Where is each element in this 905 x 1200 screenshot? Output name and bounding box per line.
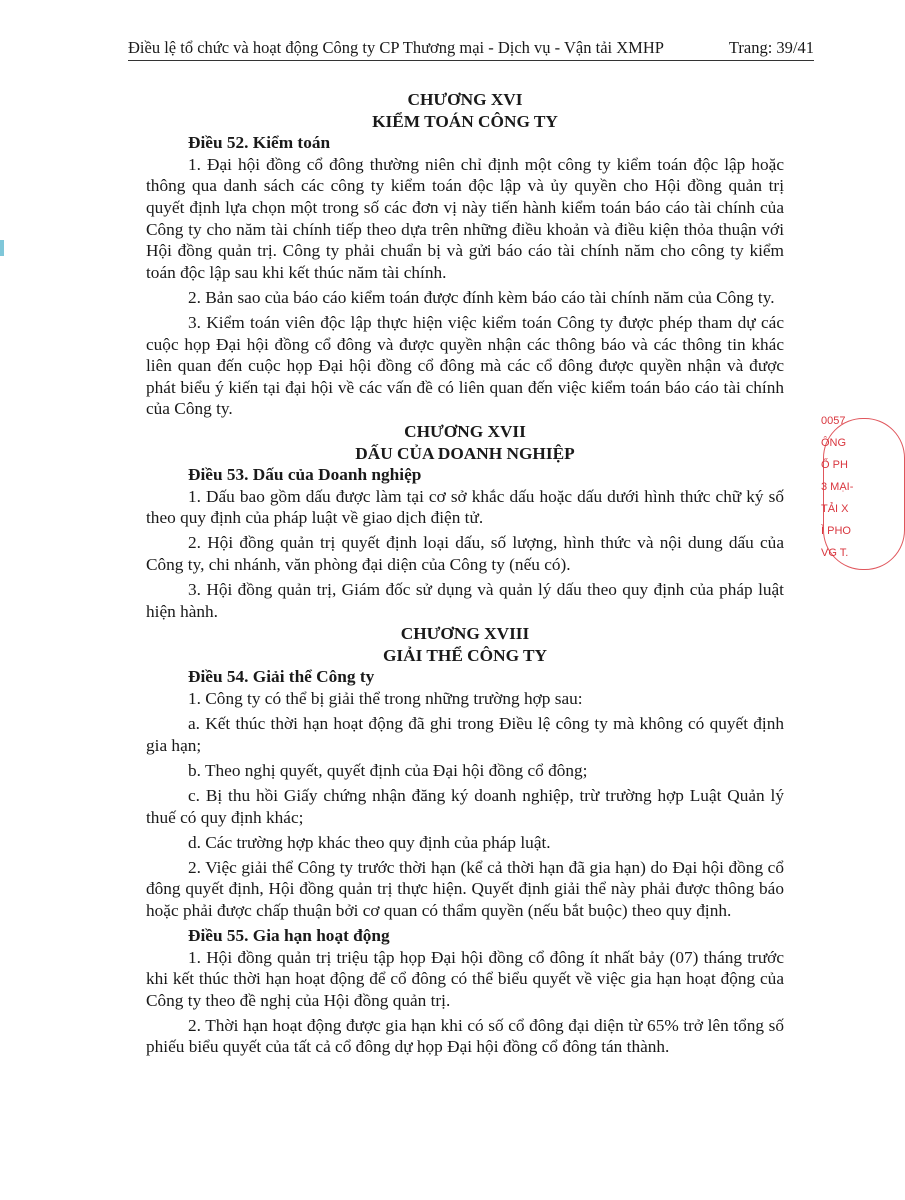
page-header — [128, 38, 814, 58]
header-divider — [128, 60, 814, 61]
seal-text-line: Ổ PH — [821, 459, 848, 471]
document-body — [146, 89, 784, 1058]
paragraph: d. Các trường hợp khác theo quy định của pháp luật. — [188, 832, 551, 852]
article-heading: Điều 54. Giải thể Công ty — [188, 667, 375, 687]
seal-text-line: TẢI X — [821, 503, 849, 515]
paragraph: a. Kết thúc thời hạn hoạt động đã ghi trong Điều lệ công ty mà không có quyết định gia hạn; — [146, 714, 784, 755]
paragraph: 1. Dấu bao gồm dấu được làm tại cơ sở khắc dấu hoặc dấu dưới hình thức chữ ký số theo quy định của pháp luật về giao dịch điện tử. — [146, 486, 784, 528]
paragraph: 2. Hội đồng quản trị quyết định loại dấu, số lượng, hình thức và nội dung dấu của Công ty, chi nhánh, văn phòng đại diện của Công ty (nếu có). — [146, 533, 784, 574]
seal-text-line: VG T. — [821, 547, 849, 559]
article-heading: Điều 53. Dấu của Doanh nghiệp — [188, 465, 422, 485]
company-seal-stamp — [817, 410, 854, 570]
paragraph: 1. Đại hội đồng cổ đông thường niên chỉ định một công ty kiểm toán độc lập hoặc thông qua danh sách các công ty kiểm toán độc lập và ủy quyền cho Hội đồng quản trị quyết định lựa chọn một trong số các đơn vị này tiến hành kiểm toán báo cáo tài chính của Công ty cho năm tài chính tiếp theo dựa trên những điều khoản và điều kiện thỏa thuận với Hội đồng quản trị. Công ty phải chuẩn bị và gửi báo cáo tài chính năm cho công ty kiểm toán độc lập sau khi kết thúc năm tài chính. — [146, 154, 784, 282]
paragraph: 2. Bản sao của báo cáo kiểm toán được đính kèm báo cáo tài chính năm của Công ty. — [188, 287, 775, 307]
article-heading: Điều 52. Kiểm toán — [188, 133, 331, 153]
paragraph: 1. Công ty có thể bị giải thể trong những trường hợp sau: — [188, 689, 583, 709]
seal-text-line: ÔNG — [821, 437, 847, 449]
seal-text-line: 3 MẠI- — [821, 481, 854, 493]
article-heading: Điều 55. Gia hạn hoạt động — [188, 925, 390, 945]
paragraph: 2. Việc giải thể Công ty trước thời hạn (kể cả thời hạn đã gia hạn) do Đại hội đồng cổ đông quyết định, Hội đồng quản trị thực hiện. Quyết định giải thể này phải được thông báo hoặc phải được chấp thuận bởi cơ quan có thẩm quyền (nếu bắt buộc) theo quy định. — [146, 857, 784, 920]
seal-text-line: 0057 — [821, 415, 846, 427]
page-number: Trang: 39/41 — [728, 38, 814, 57]
chapter-number: CHƯƠNG XVII — [404, 421, 526, 441]
chapter-title: GIẢI THỂ CÔNG TY — [382, 645, 548, 665]
paragraph: 1. Hội đồng quản trị triệu tập họp Đại hội đồng cổ đông ít nhất bảy (07) tháng trước khi kết thúc thời hạn hoạt động để cổ đông có thể biểu quyết về việc gia hạn hoạt động của Công ty theo đề nghị của Hội đồng quản trị. — [146, 947, 784, 1010]
chapter-number: CHƯƠNG XVI — [407, 90, 523, 109]
chapter-title: DẤU CỦA DOANH NGHIỆP — [355, 443, 575, 463]
seal-text — [821, 410, 853, 564]
paragraph: b. Theo nghị quyết, quyết định của Đại hội đồng cổ đông; — [188, 760, 588, 780]
seal-text-line: Ì PHO — [821, 525, 851, 537]
paragraph: 3. Kiểm toán viên độc lập thực hiện việc kiểm toán Công ty được phép tham dự các cuộc họp Đại hội đồng cổ đông và được quyền nhận các thông báo và các thông tin khác liên quan đến cuộc họp Đại hội đồng cổ đông mà các cổ đông được quyền nhận và được phát biểu ý kiến tại đại hội về các vấn đề có liên quan đến việc kiểm toán báo cáo tài chính của Công ty. — [146, 312, 784, 419]
paragraph: 3. Hội đồng quản trị, Giám đốc sử dụng và quản lý dấu theo quy định của pháp luật hiện hành. — [146, 580, 784, 621]
paragraph: c. Bị thu hồi Giấy chứng nhận đăng ký doanh nghiệp, trừ trường hợp Luật Quản lý thuế có quy định khác; — [146, 785, 784, 827]
chapter-number: CHƯƠNG XVIII — [400, 624, 530, 644]
paragraph: 2. Thời hạn hoạt động được gia hạn khi có số cổ đông đại diện từ 65% trở lên tổng số phiếu biểu quyết của tất cả cổ đông dự họp Đại hội đồng cổ đông tán thành. — [146, 1015, 784, 1057]
document-title: Điều lệ tổ chức và hoạt động Công ty CP Thương mại - Dịch vụ - Vận tải XMHP — [128, 38, 664, 57]
margin-mark — [0, 240, 4, 256]
chapter-title: KIỂM TOÁN CÔNG TY — [372, 111, 558, 131]
